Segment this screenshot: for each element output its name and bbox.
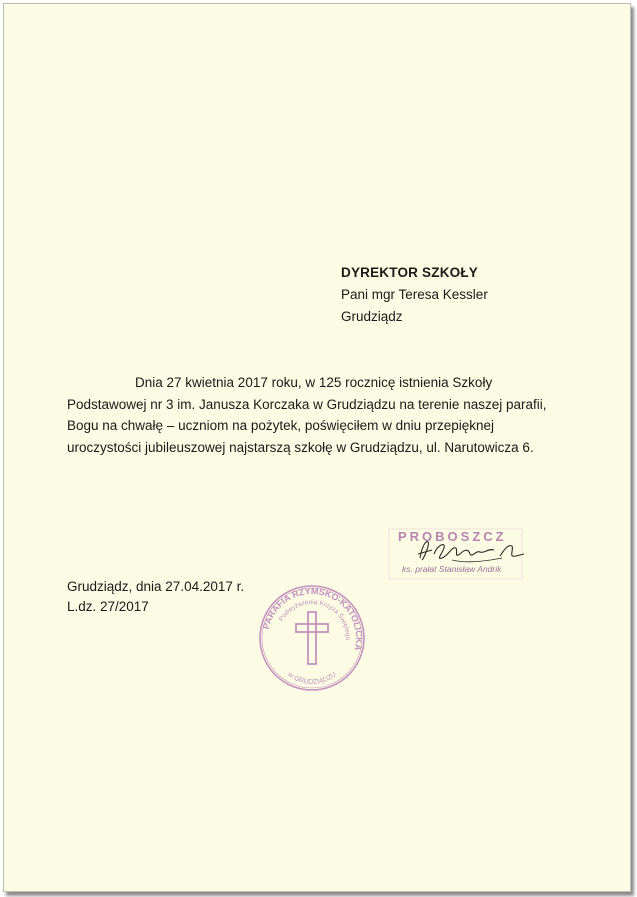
svg-text:Podwyższenia Krzyża Świętego: Podwyższenia Krzyża Świętego <box>277 598 352 641</box>
addressee-title: DYREKTOR SZKOŁY <box>341 265 479 280</box>
parish-priest-stamp-subtitle: ks. prałat Stanisław Andrik <box>402 564 502 574</box>
parish-seal <box>258 584 366 692</box>
parish-priest-stamp-title: PROBOSZCZ <box>398 529 507 544</box>
addressee-block <box>341 262 488 328</box>
svg-text:w GRUDZIĄDZU: w GRUDZIĄDZU <box>286 671 338 687</box>
date-block <box>67 577 244 617</box>
letter-body <box>67 372 567 458</box>
body-line: Podstawowej nr 3 im. Janusza Korczaka w Grudziądzu na terenie naszej parafii, <box>67 396 547 412</box>
addressee-city: Grudziądz <box>341 309 403 324</box>
cross-icon <box>296 612 328 664</box>
body-line: Dnia 27 kwietnia 2017 roku, w 125 rocznicę istnienia Szkoły <box>135 375 493 390</box>
svg-text:PARAFIA RZYMSKO-KATOLICKA: PARAFIA RZYMSKO-KATOLICKA <box>260 585 365 652</box>
body-line: uroczystości jubileuszowej najstarszą szkołę w Grudziądzu, ul. Narutowicza 6. <box>67 439 534 455</box>
body-line: Bogu na chwałę – uczniom na pożytek, poświęciłem w dniu przepięknej <box>67 418 494 433</box>
reference-number: L.dz. 27/2017 <box>67 599 149 614</box>
signature-icon <box>412 536 532 566</box>
place-date: Grudziądz, dnia 27.04.2017 r. <box>67 579 245 594</box>
addressee-name: Pani mgr Teresa Kessler <box>341 287 488 302</box>
